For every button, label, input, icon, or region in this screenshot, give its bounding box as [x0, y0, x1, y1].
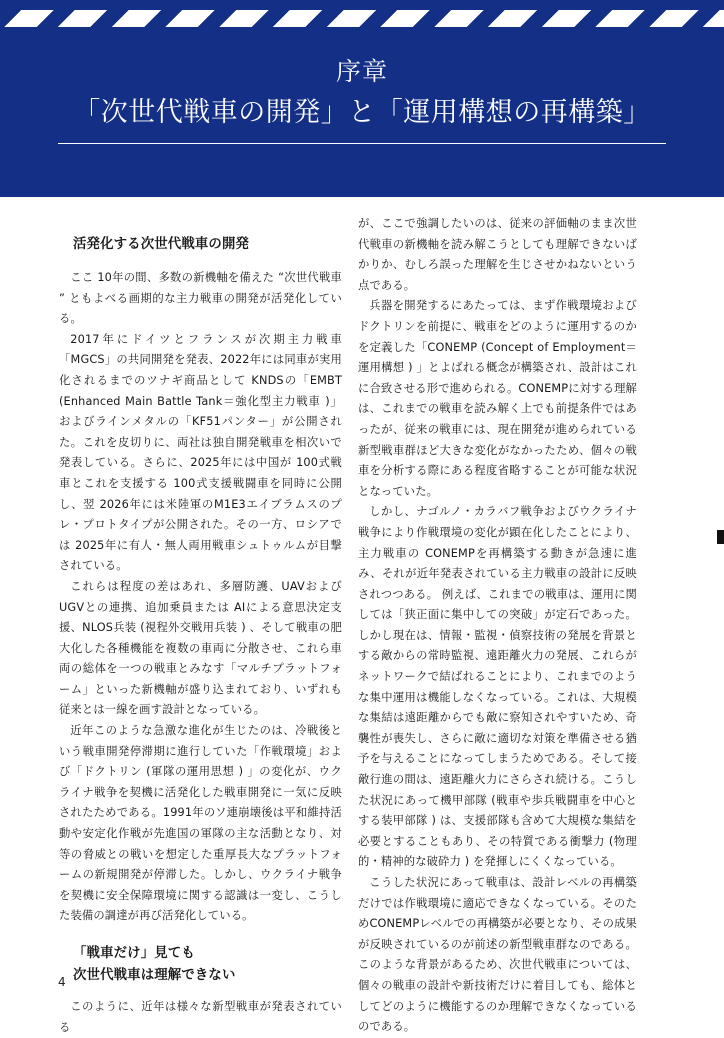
- body-paragraph: このように、近年は様々な新型戦車が発表されている: [59, 1000, 342, 1034]
- body-paragraph-continued: が、ここで強調したいのは、従来の評価軸のまま次世代戦車の新機軸を読み解こうとしても理解できないばかりか、むしろ誤った理解を生じさせかねないという点である。: [358, 217, 637, 292]
- body-paragraph: ここ 10年の間、多数の新機軸を備えた “次世代戦車 ” ともよべる画期的な主力戦車の開発が活発化している。: [59, 271, 342, 326]
- left-column: [59, 234, 342, 1038]
- section-heading-line: 「戦車だけ」見ても: [73, 946, 195, 961]
- body-paragraph: 兵器を開発するにあたっては、まず作戦環境およびドクトリンを前提に、戦車をどのように運用するのかを定義した「CONEMP (Concept of Employment＝運用構想 ) 」とよばれる概念が構築され、設計はこれに合致させる形で進められる。CONEMPに対する理解は、これまでの戦車を読み解く上でも前提条件ではあったが、従来の戦車には、現在開発が進められている新型戦車群ほど大きな変化がなかったため、個々の戦車を分析する際にある程度省略することが可能な状況となっていた。: [358, 299, 637, 498]
- body-paragraph: こうした状況にあって戦車は、設計レベルの再構築だけでは作戦環境に適応できなくなっている。そのためCONEMPレベルでの再構築が必要となり、その成果が反映されているのが前述の新型戦車群なのである。このような背景があるため、次世代戦車については、個々の戦車の設計や新技術だけに着目しても、総体としてどのように機能するのか理解できなくなっているのである。: [358, 876, 637, 1034]
- title-underline: [58, 143, 666, 144]
- body-paragraph: 近年このような急激な進化が生じたのは、冷戦後という戦車開発停滞期に進行していた「作戦環境」および「ドクトリン (軍隊の運用思想 ) 」の変化が、ウクライナ戦争を契機に活発化した戦車開発に一気に反映されたためである。1991年のソ連崩壊後は平和維持活動や安定化作戦が先進国の軍隊の主な活動となり、対等の脅威との戦いを想定した重厚長大なプラットフォームの新規開発が停滞した。しかし、ウクライナ戦争を契機に安全保障環境に関する認識は一変し、こうした装備の調達が再び活発化している。: [59, 724, 342, 923]
- thumb-index-mark: [717, 530, 724, 544]
- chapter-header-banner: [0, 0, 724, 197]
- body-paragraph: 2017年にドイツとフランスが次期主力戦車「MGCS」の共同開発を発表、2022年には同車が実用化されるまでのツナギ商品として KNDSの「EMBT (Enhanced Main Battle Tank＝強化型主力戦車 )」およびラインメタルの「KF51パンター」が公開された。これを皮切りに、両社は独自開発戦車を相次いで発表している。さらに、2025年には中国が 100式戦車とこれを支援する 100式支援戦闘車を同時に公開し、翌 2026年には米陸軍のM1E3エイブラムスのプレ・プロトタイプが公開された。その一方、ロシアでは 2025年に有人・無人両用戦車シュトゥルムが目撃されている。: [59, 332, 342, 573]
- section-heading-line: 次世代戦車は理解できない: [73, 968, 236, 983]
- chapter-title: 「次世代戦車の開発」と「運用構想の再構築」: [73, 97, 651, 128]
- body-paragraph: これらは程度の差はあれ、多層防護、UAVおよびUGVとの連携、追加乗員または AIによる意思決定支援、NLOS兵装 (視程外交戦用兵装 ) 、そして戦車の肥大化した各種機能を複数の車両に分散させ、これら車両の総体を一つの戦車とみなす「マルチプラットフォーム」といった新機軸が盛り込まれており、いずれも従来とは一線を画す設計となっている。: [59, 579, 342, 717]
- striped-border-decoration: [0, 10, 724, 27]
- body-paragraph: しかし、ナゴルノ・カラバフ戦争およびウクライナ戦争により作戦環境の変化が顕在化したことにより、主力戦車の CONEMPを再構築する動きが急速に進み、それが近年発表されている主力戦車の設計に反映されつつある。 例えば、これまでの戦車は、運用に関しては「狭正面に集中しての突破」が定石であった。しかし現在は、情報・監視・偵察技術の発展を背景とする敵からの常時監視、遠距離火力の発展、これらがネットワークで結ばれることにより、これまでのような集中運用は機能しなくなっている。これは、大規模な集結は遠距離からでも敵に察知されやすいため、奇襲性が喪失し、さらに敵に適切な対策を準備させる猶予を与えることになってしまうためである。そして接敵行進の間は、遠距離火力にさらされ続ける。こうした状況にあって機甲部隊 (戦車や歩兵戦闘車を中心とする装甲部隊 ) は、支援部隊も含めて大規模な集結を必要とすることもあり、その特質である衝撃力 (物理的・精神的な破砕力 ) を発揮しにくくなっている。: [358, 505, 637, 869]
- page-number: 4: [58, 975, 66, 989]
- chapter-label: 序章: [335, 57, 388, 86]
- right-column: [358, 214, 637, 1038]
- section-heading-development: 活発化する次世代戦車の開発: [73, 237, 250, 252]
- section-heading-understanding: [59, 943, 342, 987]
